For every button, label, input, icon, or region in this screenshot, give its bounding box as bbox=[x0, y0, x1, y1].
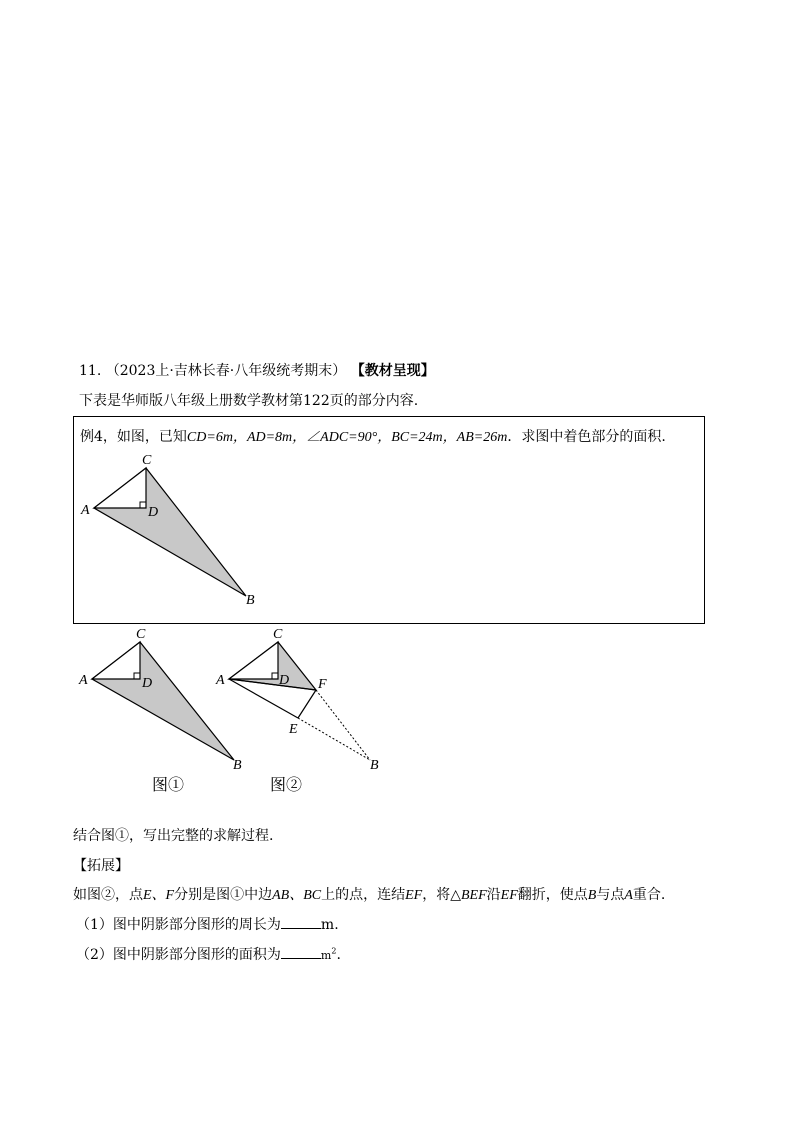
box-white-triangle bbox=[94, 468, 146, 508]
q2-exponent: 2 bbox=[331, 946, 337, 956]
example-ab: AB=26m bbox=[456, 430, 508, 445]
problem-intro: 下表是华师版八年级上册数学教材第122页的部分内容. bbox=[79, 393, 419, 409]
q1-prefix: （1）图中阴影部分图形的周长为 bbox=[76, 917, 281, 933]
example-suffix: ．求图中着色部分的面积. bbox=[507, 429, 666, 445]
fig2-label-B: B bbox=[370, 758, 379, 773]
example-angle: ∠ADC=90°， bbox=[306, 430, 392, 445]
q2-unit: m bbox=[320, 949, 332, 962]
fig2-dashed-FB bbox=[316, 690, 370, 760]
ext-ef2: EF bbox=[405, 888, 423, 903]
ext-part6: 翻折，使点 bbox=[517, 887, 588, 903]
problem-tag: 【教材呈现】 bbox=[350, 363, 435, 379]
ext-ef: E、F bbox=[143, 888, 175, 903]
problem-source: （2023上·吉林长春·八年级统考期末） bbox=[105, 363, 347, 379]
ext-part8: 重合. bbox=[632, 887, 666, 903]
fig2-label-F: F bbox=[318, 677, 327, 692]
box-figure bbox=[80, 453, 255, 608]
ext-part4: ，将△ bbox=[422, 887, 461, 903]
task-combine: 结合图①，写出完整的求解过程. bbox=[73, 828, 274, 844]
task-extension-text bbox=[73, 884, 665, 904]
ext-part5: 沿 bbox=[486, 887, 501, 903]
fig1-label-D: D bbox=[142, 676, 153, 691]
fig1-caption: 图① bbox=[152, 775, 185, 794]
ext-bef: BEF bbox=[461, 888, 487, 903]
ext-part7: 与点 bbox=[596, 887, 625, 903]
box-label-D: D bbox=[148, 505, 159, 520]
q2-prefix: （2）图中阴影部分图形的面积为 bbox=[76, 947, 281, 963]
fig2-segment-EF bbox=[298, 690, 316, 718]
task-extension-tag: 【拓展】 bbox=[73, 858, 129, 874]
box-label-B: B bbox=[246, 593, 255, 608]
fig2-caption: 图② bbox=[270, 775, 303, 794]
example-ad: AD=8m， bbox=[246, 430, 307, 445]
q1-suffix: m. bbox=[320, 917, 339, 933]
fig1-shaded-region bbox=[92, 642, 234, 760]
q2-suffix: . bbox=[336, 947, 341, 963]
ext-a: A bbox=[624, 888, 633, 903]
box-shaded-region bbox=[94, 468, 246, 596]
ext-part1: 如图②，点 bbox=[73, 887, 143, 903]
fig1-label-C: C bbox=[136, 627, 146, 642]
q2-answer-blank[interactable] bbox=[281, 946, 321, 959]
fig2-label-A: A bbox=[216, 673, 225, 688]
fig2-label-C: C bbox=[273, 627, 283, 642]
ext-ab-bc: AB、BC bbox=[272, 888, 322, 903]
fig1-white-triangle bbox=[92, 642, 140, 679]
box-label-A: A bbox=[81, 503, 90, 518]
question-1 bbox=[76, 914, 339, 934]
figure-1 bbox=[78, 627, 242, 794]
example-bc: BC=24m， bbox=[391, 430, 457, 445]
problem-number: 11. bbox=[79, 363, 102, 379]
fig2-label-D: D bbox=[279, 673, 290, 688]
fig2-label-E: E bbox=[289, 722, 298, 737]
fig1-label-A: A bbox=[79, 673, 88, 688]
example-cd: CD=6m， bbox=[186, 430, 247, 445]
ext-b: B bbox=[587, 888, 597, 903]
example-prefix: 例4，如图，已知 bbox=[80, 429, 187, 445]
q1-answer-blank[interactable] bbox=[281, 916, 321, 929]
box-label-C: C bbox=[142, 453, 152, 468]
ext-part3: 上的点，连结 bbox=[321, 887, 406, 903]
fig2-dashed-EB bbox=[298, 718, 370, 760]
question-2 bbox=[76, 944, 341, 964]
fig1-label-B: B bbox=[233, 758, 242, 773]
ext-ef3: EF bbox=[500, 888, 518, 903]
fig2-white-triangle bbox=[229, 642, 278, 679]
ext-part2: 分别是图①中边 bbox=[174, 887, 273, 903]
